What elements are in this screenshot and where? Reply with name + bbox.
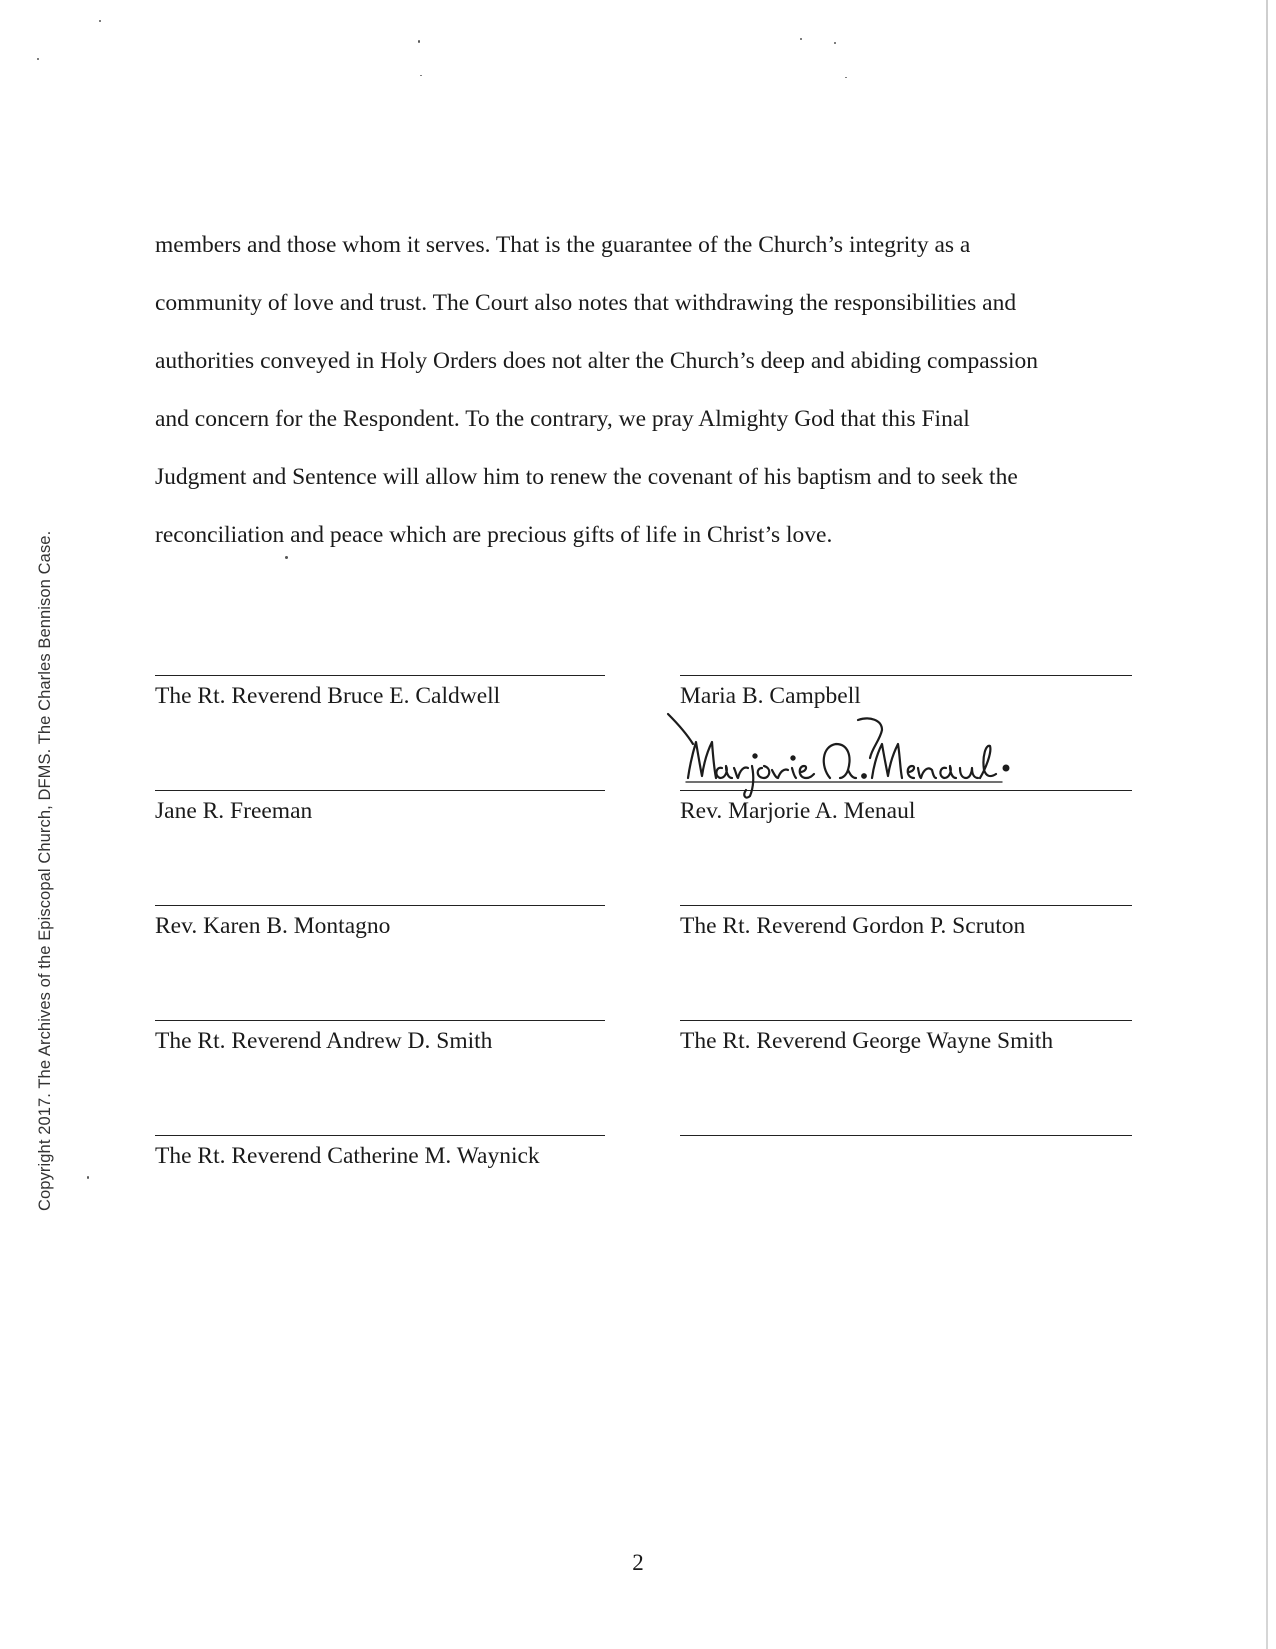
scan-speck [834,42,836,44]
body-line: authorities conveyed in Holy Orders does not alter the Church’s deep and abiding compassion [155,348,1038,374]
scan-speck [845,77,847,78]
body-line: reconciliation and peace which are precious gifts of life in Christ’s love. [155,522,833,548]
scan-speck [800,38,802,40]
signatory-name: The Rt. Reverend Andrew D. Smith [155,1028,493,1054]
signature-line [680,1020,1132,1021]
signatory-name: The Rt. Reverend Catherine M. Waynick [155,1143,540,1169]
signature-line [155,1020,605,1021]
copyright-text: Copyright 2017. The Archives of the Episcopal Church, DFMS. The Charles Bennison Case. [36,530,54,1211]
body-line: Judgment and Sentence will allow him to renew the covenant of his baptism and to seek the [155,464,1018,490]
scan-speck [87,1176,89,1179]
page-number: 2 [632,1550,644,1575]
scan-speck [99,20,101,22]
body-line: community of love and trust. The Court also notes that withdrawing the responsibilities and [155,290,1017,316]
scan-speck [37,58,39,60]
signature-line [680,1135,1132,1136]
signatory-name: Rev. Marjorie A. Menaul [680,798,916,824]
body-paragraph [155,216,1115,564]
body-line: and concern for the Respondent. To the contrary, we pray Almighty God that this Final [155,406,970,432]
scan-speck [418,40,420,43]
signature-line [155,905,605,906]
signatory-name: Rev. Karen B. Montagno [155,913,391,939]
signature-line [155,790,605,791]
signature-line [680,675,1132,676]
signatory-name: Maria B. Campbell [680,683,861,709]
body-line: members and those whom it serves. That is the guarantee of the Church’s integrity as a [155,232,971,258]
signature-line [155,1135,605,1136]
signatory-name: Jane R. Freeman [155,798,313,824]
signature-line [155,675,605,676]
scan-edge [1266,0,1268,1649]
handwritten-signature [660,712,1080,802]
scan-speck [420,75,422,76]
signatory-name: The Rt. Reverend Bruce E. Caldwell [155,683,501,709]
signature-line [680,905,1132,906]
signatory-name: The Rt. Reverend Gordon P. Scruton [680,913,1026,939]
signatory-name: The Rt. Reverend George Wayne Smith [680,1028,1054,1054]
